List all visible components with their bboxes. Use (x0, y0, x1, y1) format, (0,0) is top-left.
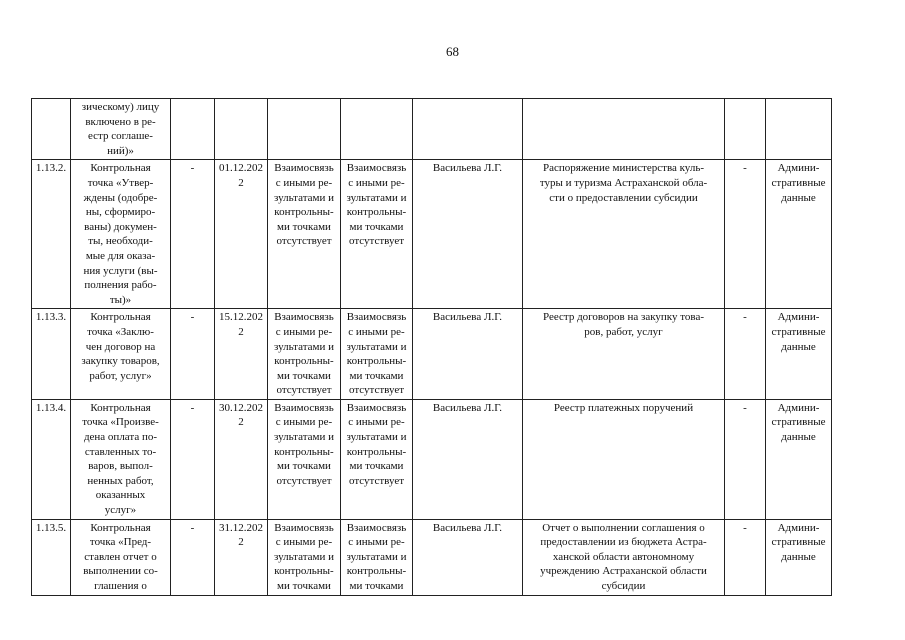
cell-line: отсутствует (276, 474, 332, 487)
cell-line: отсутствует (348, 235, 405, 248)
cell-line: глашения о (94, 580, 147, 592)
relation-cell (341, 399, 413, 519)
cell-line: туры и туризма Астраханской обла- (539, 176, 708, 189)
cell-line: ми точками (277, 220, 331, 233)
dash-cell: - (171, 309, 215, 400)
cell-line: ми точками (277, 369, 331, 382)
cell-line: Контрольная (90, 311, 151, 324)
table-row (32, 160, 832, 309)
cell-line: работ, услуг» (89, 369, 152, 382)
cell-line: с иными ре- (275, 325, 333, 338)
control-point-name-cell (71, 160, 171, 309)
relation-cell (341, 99, 413, 160)
cell-line: зультатами и (346, 191, 407, 204)
cell-line: Отчет о выполнении соглашения о (542, 521, 705, 534)
data-source-cell (766, 309, 832, 400)
cell-line: закупку товаров, (81, 355, 160, 368)
cell-line: полнения рабо- (84, 279, 157, 292)
cell-line: Взаимосвязь (274, 311, 334, 324)
document-cell (523, 160, 725, 309)
cell-line: Контрольная (90, 401, 151, 414)
control-point-name-cell (71, 309, 171, 400)
cell-line: Контрольная (90, 162, 151, 175)
cell-line: включено в ре- (85, 115, 156, 128)
cell-line: ми точками (277, 460, 331, 473)
cell-line: с иными ре- (275, 536, 333, 549)
cell-line: стративные (771, 536, 826, 549)
cell-line: чен договор на (85, 340, 156, 353)
responsible-cell: Васильева Л.Г. (413, 309, 523, 400)
table-row (32, 519, 832, 595)
relation-cell (268, 309, 341, 400)
data-source-cell (766, 399, 832, 519)
cell-line: контрольны- (274, 206, 334, 219)
data-source-cell (766, 99, 832, 160)
responsible-cell (413, 99, 523, 160)
cell-line: ми точками (349, 220, 404, 233)
cell-line: отсутствует (348, 384, 405, 397)
cell-line: контрольны- (274, 355, 334, 368)
cell-line: Реестр платежных поручений (553, 401, 694, 414)
cell-line: точка «Пред- (89, 536, 152, 549)
cell-line: контрольны- (274, 445, 334, 458)
cell-line: ваны) докумен- (84, 220, 157, 233)
cell-line: Админи- (777, 311, 820, 324)
relation-cell (268, 519, 341, 595)
cell-line: Админи- (777, 521, 820, 534)
cell-line: дена оплата по- (83, 431, 158, 444)
cell-line: Админи- (777, 401, 820, 414)
cell-line: ждены (одобре- (83, 191, 158, 204)
dash-cell: - (725, 519, 766, 595)
cell-line: отсутствует (276, 235, 332, 248)
cell-line: ний)» (107, 144, 134, 157)
cell-line: данные (781, 550, 816, 563)
dash-cell (725, 99, 766, 160)
cell-line: точка «Заклю- (87, 325, 154, 338)
document-cell (523, 519, 725, 595)
cell-line: точка «Утвер- (87, 176, 154, 189)
cell-line: Взаимосвязь (346, 311, 407, 324)
responsible-cell: Васильева Л.Г. (413, 160, 523, 309)
date-cell: 30.12.2022 (215, 399, 268, 519)
dash-cell: - (725, 160, 766, 309)
control-points-table (31, 98, 832, 596)
row-number-cell: 1.13.5. (32, 519, 71, 595)
cell-line: Контрольная (90, 521, 151, 534)
cell-line: зультатами и (346, 340, 407, 353)
cell-line: Реестр договоров на закупку това- (543, 311, 704, 324)
cell-line: с иными ре- (348, 416, 405, 429)
cell-line: контрольны- (274, 565, 334, 578)
relation-cell (268, 399, 341, 519)
cell-line: варов, выпол- (88, 460, 153, 473)
responsible-cell: Васильева Л.Г. (413, 399, 523, 519)
table-row (32, 399, 832, 519)
cell-line: зультатами и (273, 191, 335, 204)
table-row (32, 99, 832, 160)
cell-line: Распоряжение министерства куль- (542, 162, 704, 175)
cell-line: точка «Произве- (82, 416, 159, 429)
dash-cell: - (171, 160, 215, 309)
data-source-cell (766, 160, 832, 309)
cell-line: Взаимосвязь (346, 162, 407, 175)
document-cell (523, 309, 725, 400)
page-number: 68 (446, 44, 459, 59)
cell-line: стративные (771, 325, 826, 338)
relation-cell (341, 160, 413, 309)
cell-line: ров, работ, услуг (584, 325, 663, 338)
cell-line: зультатами и (273, 340, 335, 353)
cell-line: Взаимосвязь (274, 521, 334, 534)
cell-line: ханской области автономному (552, 550, 695, 563)
relation-cell (268, 99, 341, 160)
dash-cell: - (171, 519, 215, 595)
relation-cell (341, 519, 413, 595)
cell-line: выполнении со- (83, 565, 158, 578)
cell-line: Взаимосвязь (274, 162, 334, 175)
cell-line: отсутствует (276, 384, 332, 397)
cell-line: Взаимосвязь (274, 401, 334, 414)
document-cell (523, 399, 725, 519)
cell-line: ты)» (109, 293, 132, 306)
control-point-name-cell (71, 99, 171, 160)
date-cell (215, 99, 268, 160)
cell-line: зическому) лицу (81, 101, 160, 113)
row-number-cell: 1.13.2. (32, 160, 71, 309)
cell-line: контрольны- (346, 355, 407, 368)
cell-line: ставлен отчет о (84, 550, 157, 563)
date-cell: 01.12.2022 (215, 160, 268, 309)
cell-line: с иными ре- (275, 416, 333, 429)
cell-line: Взаимосвязь (346, 401, 407, 414)
cell-line: ненных работ, (87, 474, 154, 487)
cell-line: контрольны- (346, 206, 407, 219)
cell-line: ны, сформиро- (85, 206, 156, 219)
cell-line: зультатами и (273, 431, 335, 444)
cell-line: зультатами и (346, 550, 407, 563)
table-row (32, 309, 832, 400)
cell-line: Взаимосвязь (346, 521, 407, 534)
control-point-name-cell (71, 519, 171, 595)
row-number-cell: 1.13.4. (32, 399, 71, 519)
cell-line: оказанных (95, 489, 146, 502)
dash-cell: - (725, 399, 766, 519)
cell-line: ми точками (349, 369, 404, 382)
relation-cell (341, 309, 413, 400)
cell-line: услуг» (104, 504, 137, 517)
date-cell: 15.12.2022 (215, 309, 268, 400)
cell-line: ния услуги (вы- (83, 264, 158, 277)
dash-cell (171, 99, 215, 160)
cell-line: субсидии (601, 580, 646, 592)
relation-cell (268, 160, 341, 309)
cell-line: зультатами и (346, 431, 407, 444)
cell-line: данные (781, 431, 816, 444)
cell-line: ты, необходи- (88, 235, 153, 248)
cell-line: предоставлении из бюджета Астра- (540, 536, 707, 549)
cell-line: сти о предоставлении субсидии (549, 191, 698, 204)
cell-line: зультатами и (273, 550, 335, 563)
cell-line: с иными ре- (275, 176, 333, 189)
cell-line: естр соглаше- (88, 130, 153, 143)
cell-line: мые для оказа- (85, 249, 156, 262)
document-cell (523, 99, 725, 160)
cell-line: данные (781, 191, 816, 204)
cell-line: учреждению Астраханской области (540, 565, 707, 578)
cell-line: с иными ре- (348, 536, 405, 549)
responsible-cell: Васильева Л.Г. (413, 519, 523, 595)
cell-line: контрольны- (346, 565, 407, 578)
dash-cell: - (171, 399, 215, 519)
cell-line: ми точками (349, 460, 404, 473)
cell-line: ставленных то- (84, 445, 157, 458)
control-point-name-cell (71, 399, 171, 519)
cell-line: стративные (771, 416, 826, 429)
data-source-cell (766, 519, 832, 595)
row-number-cell: 1.13.3. (32, 309, 71, 400)
cell-line: данные (781, 340, 816, 353)
cell-line: Админи- (777, 162, 820, 175)
date-cell: 31.12.2022 (215, 519, 268, 595)
cell-line: с иными ре- (348, 176, 405, 189)
cell-line: контрольны- (346, 445, 407, 458)
cell-line: ми точками (277, 580, 331, 592)
row-number-cell (32, 99, 71, 160)
dash-cell: - (725, 309, 766, 400)
cell-line: с иными ре- (348, 325, 405, 338)
cell-line: ми точками (349, 580, 404, 592)
cell-line: отсутствует (348, 474, 405, 487)
cell-line: стративные (771, 176, 826, 189)
